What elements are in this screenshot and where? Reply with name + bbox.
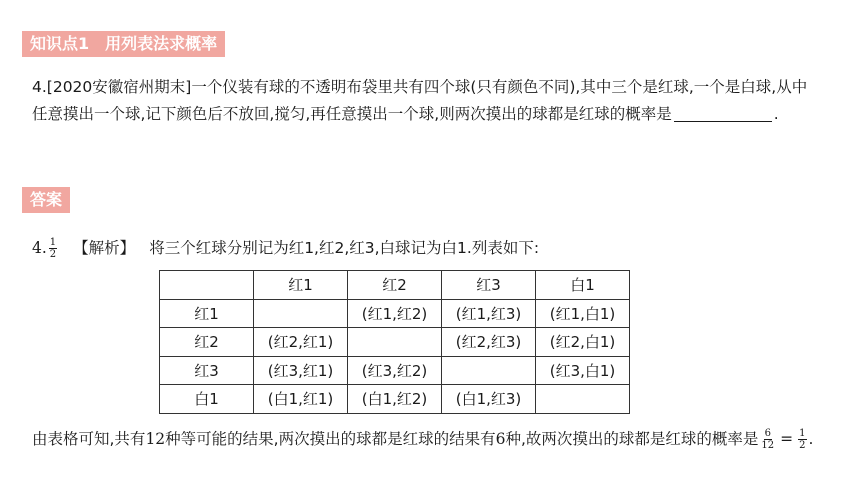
table-header-cell [160, 271, 254, 300]
conclusion-fraction-1 [760, 428, 775, 451]
answer-line [32, 235, 539, 261]
analysis-label: 【解析】 [73, 239, 136, 257]
table-cell: (红3,红2) [348, 356, 442, 385]
table-cell: (红2,白1) [536, 328, 630, 357]
question-line-1: 4.[2020安徽宿州期末]一个仪装有球的不透明布袋里共有四个球(只有颜色不同),其中三个是红球,一个是白球,从中 [32, 78, 808, 96]
section-tag-answer: 答案 [22, 187, 70, 213]
table-cell [254, 299, 348, 328]
table-cell: (白1,红2) [348, 385, 442, 414]
conclusion-fraction-2-denominator: 2 [799, 439, 806, 451]
table-header-cell: 白1 [536, 271, 630, 300]
table-cell: (红1,白1) [536, 299, 630, 328]
equals-sign: = [780, 430, 794, 448]
table-cell [536, 385, 630, 414]
table-row [160, 328, 630, 357]
conclusion-fraction-1-numerator: 6 [764, 427, 771, 439]
question-line-2 [32, 101, 779, 127]
conclusion-end: . [808, 430, 814, 448]
conclusion-fraction-2-numerator: 1 [799, 427, 806, 439]
outcome-table [159, 270, 630, 414]
table-cell: (白1,红1) [254, 385, 348, 414]
table-cell: (红2,红1) [254, 328, 348, 357]
table-row [160, 356, 630, 385]
table-header-row [160, 271, 630, 300]
table-row [160, 385, 630, 414]
answer-fraction-numerator: 1 [49, 236, 57, 248]
table-cell: (红1,红3) [442, 299, 536, 328]
conclusion-fraction-1-denominator: 12 [761, 439, 775, 451]
conclusion-fraction-2 [798, 428, 806, 451]
table-row [160, 299, 630, 328]
table-cell [348, 328, 442, 357]
conclusion-line [32, 426, 813, 452]
conclusion-text-3: 种,故两次摸出的球都是红球的概率是 [505, 430, 759, 448]
answer-number: 4. [32, 239, 47, 257]
conclusion-favorable-count: 6 [495, 430, 506, 448]
conclusion-total-count: 12 [145, 430, 166, 448]
table-cell: (红1,红2) [348, 299, 442, 328]
table-cell [442, 356, 536, 385]
table-cell: (白1,红3) [442, 385, 536, 414]
table-cell: (红3,白1) [536, 356, 630, 385]
question-line-2-text: 任意摸出一个球,记下颜色后不放回,搅匀,再任意摸出一个球,则两次摸出的球都是红球的概率是 [32, 105, 672, 123]
section-tag-knowledge-point: 知识点1 用列表法求概率 [22, 31, 225, 57]
question-line-2-end: . [773, 105, 779, 123]
table-header-cell: 红2 [348, 271, 442, 300]
table-row-header: 白1 [160, 385, 254, 414]
answer-fraction-denominator: 2 [49, 248, 57, 260]
table-row-header: 红2 [160, 328, 254, 357]
table-cell: (红3,红1) [254, 356, 348, 385]
analysis-text: 将三个红球分别记为红1,红2,红3,白球记为白1.列表如下: [149, 239, 540, 257]
table-row-header: 红3 [160, 356, 254, 385]
table-row-header: 红1 [160, 299, 254, 328]
table-header-cell: 红3 [442, 271, 536, 300]
answer-blank [674, 103, 772, 122]
table-cell: (红2,红3) [442, 328, 536, 357]
table-header-cell: 红1 [254, 271, 348, 300]
conclusion-text-2: 种等可能的结果,两次摸出的球都是红球的结果有 [165, 430, 496, 448]
conclusion-text-1: 由表格可知,共有 [32, 430, 146, 448]
answer-fraction [49, 237, 57, 260]
